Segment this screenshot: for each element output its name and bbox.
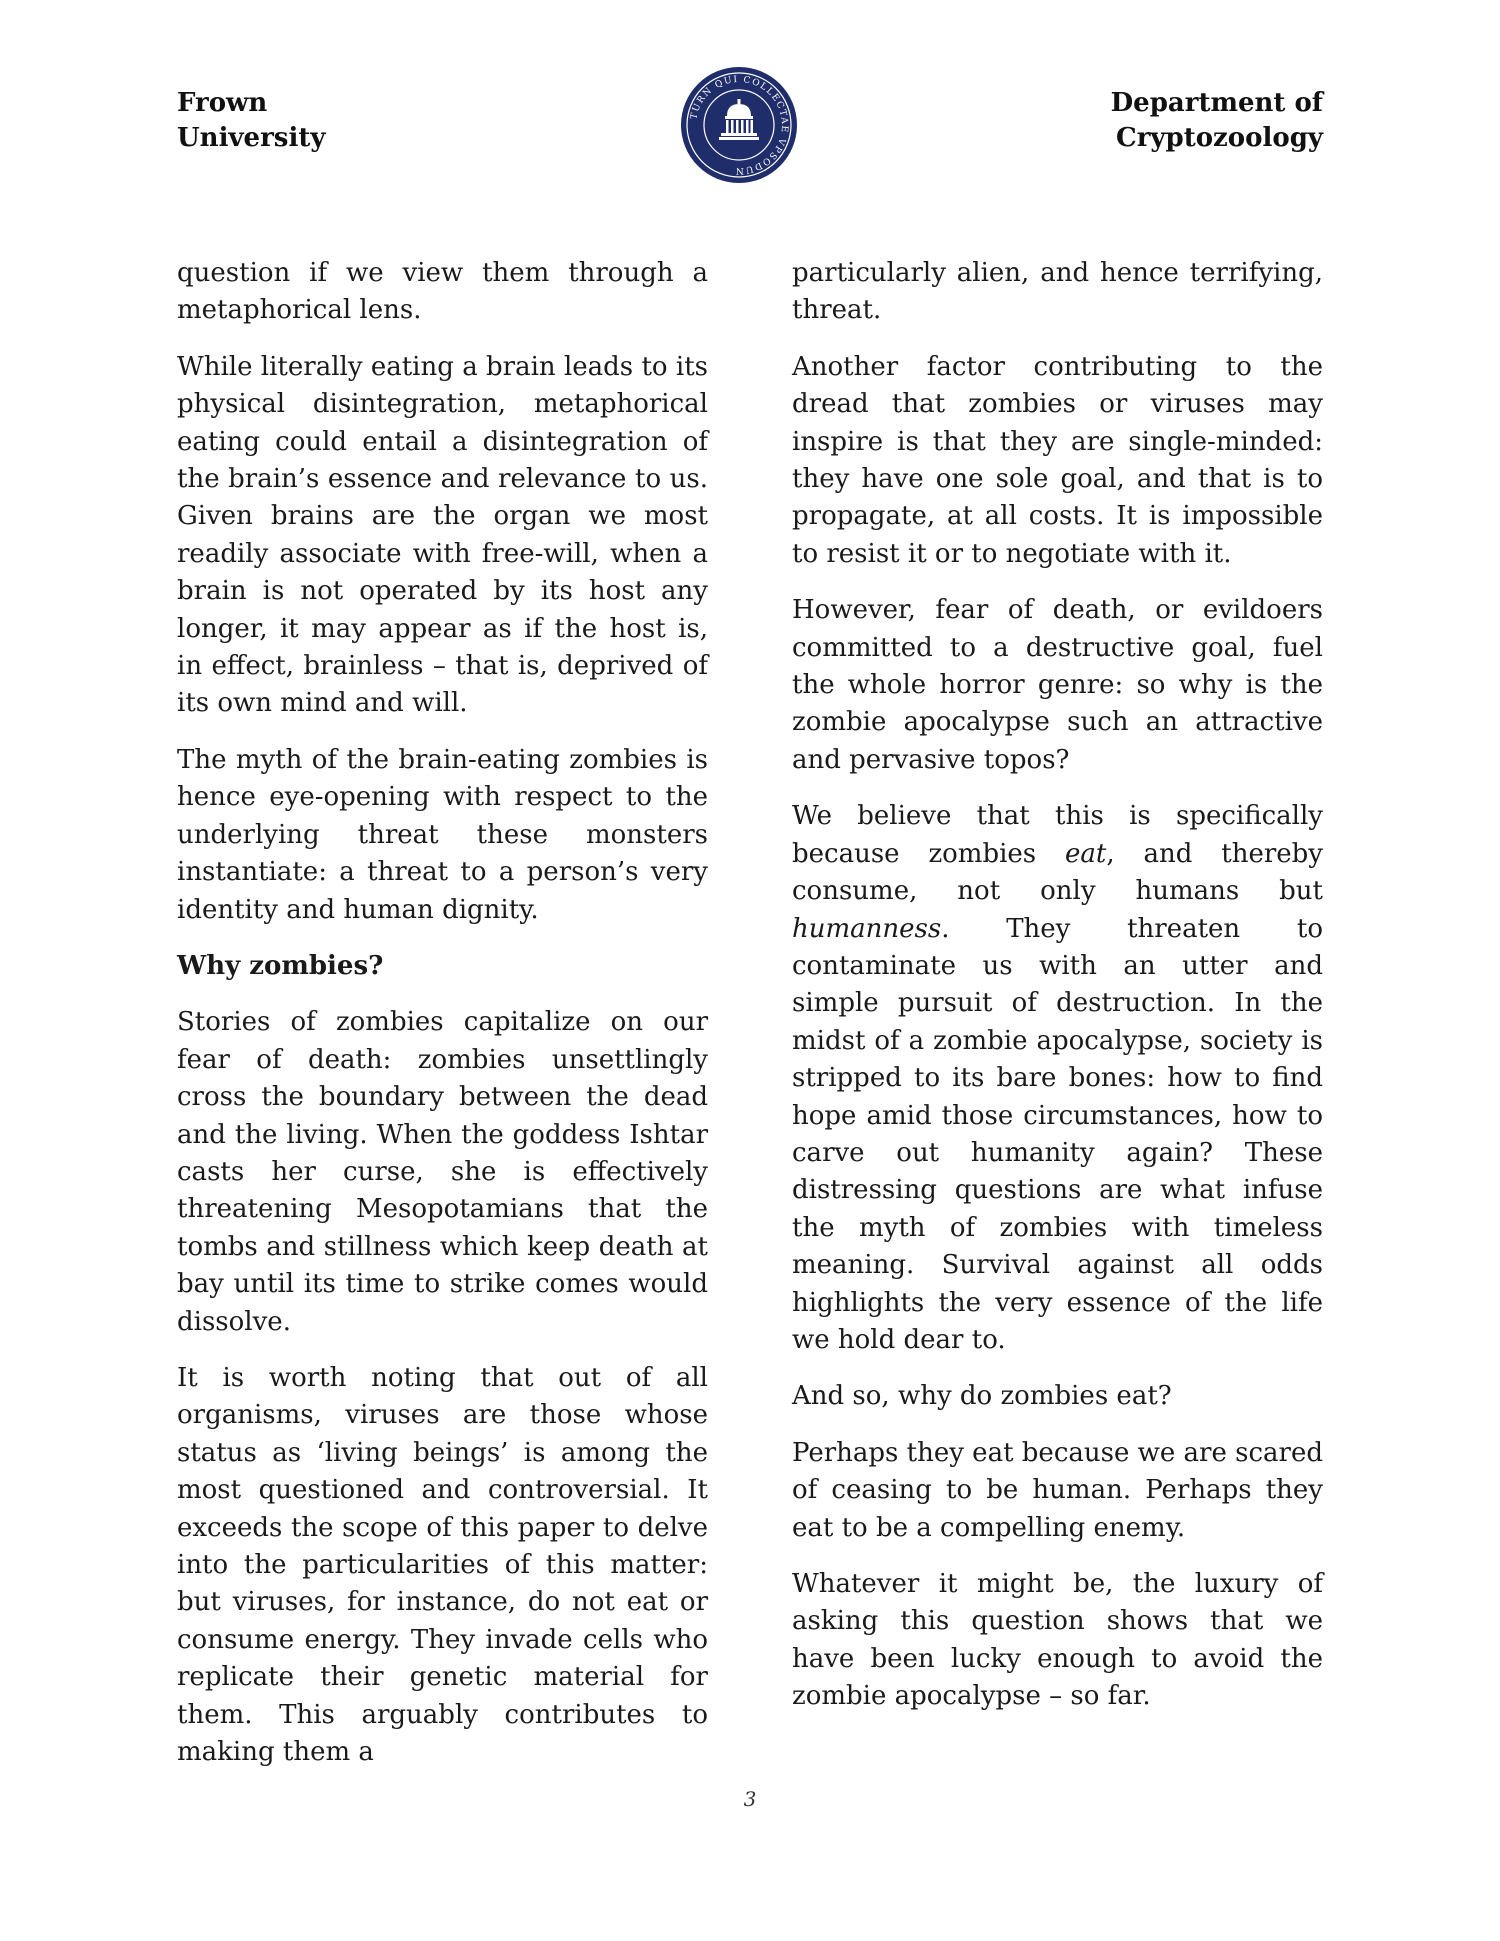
svg-text:TURN QUI COLLECTAE VPSODUN: TURN QUI COLLECTAE VPSODUN xyxy=(689,74,790,176)
department-name-line2: Cryptozoology xyxy=(1116,123,1323,153)
institution-name-line2: University xyxy=(177,123,326,153)
paragraph-segment: . They threaten to contaminate us with an utter and simple pursuit of destruction. In the midst of a zombie apocalypse, society is stripped to its bare bones: how to find hope amid those circumstances, how to carve out humanity again? These distressing questions are what infuse the myth of zombies with timeless meaning. Survival against all odds highlights the very essence of the life we hold dear to. xyxy=(792,913,1323,1355)
emphasis-text: humanness xyxy=(792,913,942,944)
paragraph-segment: We believe that this is specifically because zombies xyxy=(792,801,1323,869)
paragraph: Another factor contributing to the dread that zombies or viruses may inspire is that they are single-minded: they have one sole goal, and that is to propagate, at all costs. It is impossible to resist it or to negotiate with it. xyxy=(792,351,1323,569)
paragraph: While literally eating a brain leads to its physical disintegration, metaphorical eating could entail a disintegration of the brain’s essence and relevance to us. Given brains are the organ we most readily associate with free-will, when a brain is not operated by its host any longer, it may appear as if the host is, in effect, brainless – that is, deprived of its own mind and will. xyxy=(177,351,708,719)
department-name xyxy=(1111,86,1323,156)
paragraph: The myth of the brain-eating zombies is hence eye-opening with respect to the underlying threat these monsters instantiate: a threat to a person’s very identity and human dignity. xyxy=(177,744,708,925)
paragraph: It is worth noting that out of all organisms, viruses are those whose status as ‘living beings’ is among the most questioned and controversial. It exceeds the scope of this paper to delve into the particularities of this matter: but viruses, for instance, do not eat or consume energy. They invade cells who replicate their genetic material for them. This arguably contributes to making them a xyxy=(177,1362,708,1768)
paragraph: And so, why do zombies eat? xyxy=(792,1381,1172,1412)
paragraph xyxy=(792,798,1323,1359)
paragraph: question if we view them through a metaphorical lens. xyxy=(177,258,708,326)
paragraph-segment: , and thereby consume, not only humans but xyxy=(792,838,1323,907)
section-heading: Why zombies? xyxy=(177,950,384,981)
right-text-column xyxy=(792,255,1323,1735)
paragraph: Whatever it might be, the luxury of asking this question shows that we have been lucky enough to avoid the zombie apocalypse – so far. xyxy=(792,1569,1323,1712)
page-number: 3 xyxy=(743,1787,757,1811)
paragraph: Perhaps they eat because we are scared of ceasing to be human. Perhaps they eat to be a compelling enemy. xyxy=(792,1437,1323,1543)
left-text-column xyxy=(177,255,708,1790)
paragraph: However, fear of death, or evildoers committed to a destructive goal, fuel the whole horror genre: so why is the zombie apocalypse such an attractive and pervasive topos? xyxy=(792,595,1323,775)
emphasis-text: eat xyxy=(1065,838,1107,869)
institution-name xyxy=(177,86,325,156)
department-name-line1: Department of xyxy=(1110,88,1323,118)
paragraph: Stories of zombies capitalize on our fear of death: zombies unsettlingly cross the boundary between the dead and the living. When the goddess Ishtar casts her curse, she is effectively threatening Mesopotamians that the tombs and stillness which keep death at bay until its time to strike comes would dissolve. xyxy=(177,1007,708,1337)
paragraph: particularly alien, and hence terrifying, threat. xyxy=(792,258,1323,326)
institution-name-line1: Frown xyxy=(177,88,268,118)
university-seal-logo xyxy=(680,66,798,184)
